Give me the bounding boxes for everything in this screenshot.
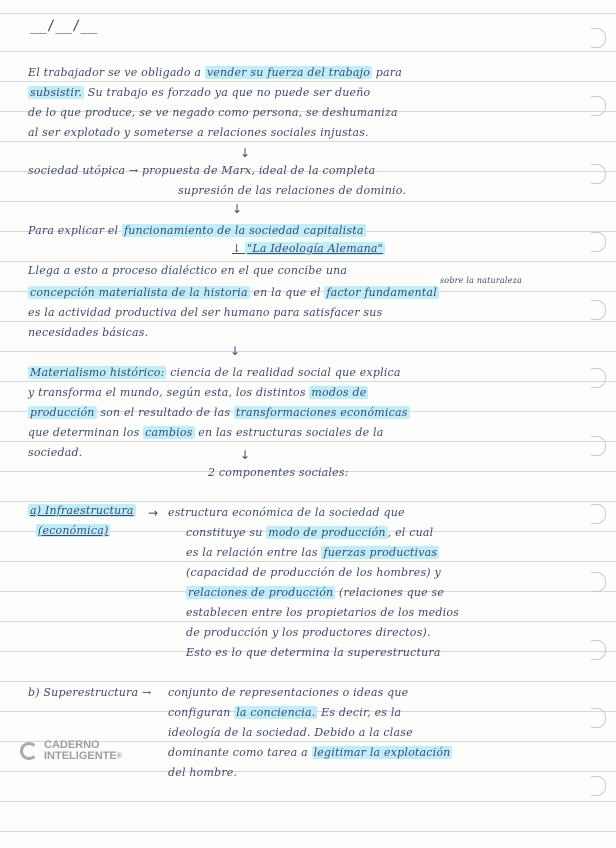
note-line (186, 546, 439, 559)
note-line: conjunto de representaciones o ideas que (168, 686, 409, 699)
spiral-ring-icon (591, 640, 606, 660)
highlighted-text: transformaciones económicas (235, 406, 408, 419)
note-text: en las estructuras sociales de la (198, 426, 384, 439)
note-line (28, 66, 402, 79)
component-sublabel (36, 524, 110, 537)
spiral-binding (582, 0, 610, 848)
highlighted-text: relaciones de producción (188, 586, 334, 599)
spiral-ring-icon (591, 572, 606, 592)
highlighted-text: funcionamiento de la sociedad capitalista (123, 224, 364, 237)
note-text: constituye su (186, 526, 263, 539)
brand-logo (20, 740, 122, 762)
down-arrow-icon: ↓ (230, 344, 241, 358)
note-line: Llega a esto a proceso dialéctico en el que concibe una (28, 264, 348, 277)
note-text: ciencia de la realidad social que explica (170, 366, 401, 379)
spiral-ring-icon (591, 504, 606, 524)
right-arrow-icon: → (148, 506, 159, 520)
note-text: y transforma el mundo, según esta, los distintos (28, 386, 306, 399)
section-title: 2 componentes sociales: (208, 466, 349, 479)
highlighted-text: Materialismo histórico: (30, 366, 165, 379)
note-line (28, 164, 375, 177)
spiral-ring-icon (591, 164, 606, 184)
book-title (232, 242, 385, 255)
note-text: Para explicar el (28, 224, 119, 237)
spiral-ring-icon (591, 708, 606, 728)
highlighted-text: cambios (145, 426, 193, 439)
logo-line-1: CADERNO (44, 739, 100, 751)
highlighted-text: legitimar la explotación (313, 746, 451, 759)
date-field: __/__/__ (30, 18, 98, 34)
down-arrow-icon: ↓ (232, 202, 243, 216)
logo-line-2 (44, 751, 122, 762)
down-arrow-icon: ↓ (240, 146, 251, 160)
note-line: de lo que produce, se ve negado como persona, se deshumaniza (28, 106, 398, 119)
note-text: dominante como tarea a (168, 746, 308, 759)
note-text: es la relación entre las (186, 546, 318, 559)
logo-icon (20, 742, 38, 760)
down-arrow-icon: ↓ (240, 448, 251, 462)
spiral-ring-icon (591, 28, 606, 48)
logo-line-2-text: INTELIGENTE (44, 750, 117, 762)
note-line (28, 366, 401, 379)
note-line: establecen entre los propietarios de los medios (186, 606, 460, 619)
note-text: en la que el (253, 286, 321, 299)
note-text: , el cual (387, 526, 434, 539)
note-line: del hombre. (168, 766, 238, 779)
note-text: que determinan los (28, 426, 140, 439)
note-line (28, 426, 383, 439)
note-line: de producción y los productores directos). (186, 626, 431, 639)
highlighted-text: (económica) (38, 524, 109, 537)
note-line: Esto es lo que determina la superestructura (186, 646, 441, 659)
highlighted-text: fuerzas productivas (323, 546, 438, 559)
note-text: son el resultado de las (100, 406, 231, 419)
note-line (186, 586, 444, 599)
registered-mark: ® (116, 753, 122, 760)
spiral-ring-icon (591, 776, 606, 796)
superscript-note: sobre la naturaleza (440, 276, 522, 285)
note-text: (relaciones que se (339, 586, 445, 599)
highlighted-text: producción (30, 406, 95, 419)
highlighted-text: modos de (311, 386, 367, 399)
down-arrow-icon: ↓ (232, 242, 246, 255)
note-text: para (375, 66, 402, 79)
spiral-ring-icon (591, 368, 606, 388)
highlighted-text: subsistir. (30, 86, 83, 99)
highlighted-text: "La Ideología Alemana" (247, 242, 383, 255)
note-text: configuran (168, 706, 231, 719)
note-text: Es decir, es la (321, 706, 402, 719)
note-line: sociedad. (28, 446, 83, 459)
note-text: propuesta de Marx, ideal de la completa (142, 164, 376, 177)
highlighted-text: concepción materialista de la historia (30, 286, 248, 299)
note-line: al ser explotado y someterse a relaciones sociales injustas. (28, 126, 369, 139)
note-line: supresión de las relaciones de dominio. (178, 184, 407, 197)
note-text: sociedad utópica → (28, 164, 139, 177)
note-line (168, 746, 452, 759)
note-line (28, 224, 366, 237)
note-line: (capacidad de producción de los hombres) y (186, 566, 441, 579)
note-line (28, 386, 368, 399)
spiral-ring-icon (591, 96, 606, 116)
highlighted-text: vender su fuerza del trabajo (206, 66, 371, 79)
component-label (28, 504, 136, 517)
spiral-ring-icon (591, 300, 606, 320)
note-line: es la actividad productiva del ser humano para satisfacer sus (28, 306, 383, 319)
component-label: b) Superestructura → (28, 686, 152, 699)
highlighted-text: a) Infraestructura (30, 504, 134, 517)
note-line (168, 706, 401, 719)
logo-wordmark (44, 740, 122, 762)
note-line (28, 86, 370, 99)
note-line: ideología de la sociedad. Debido a la clase (168, 726, 413, 739)
highlighted-text: modo de producción (268, 526, 386, 539)
note-line: estructura económica de la sociedad que (168, 506, 405, 519)
note-line: necesidades básicas. (28, 326, 149, 339)
note-line (28, 286, 439, 299)
note-text: El trabajador se ve obligado a (28, 66, 202, 79)
spiral-ring-icon (591, 436, 606, 456)
highlighted-text: factor fundamental (326, 286, 437, 299)
note-line (28, 406, 410, 419)
note-text: Su trabajo es forzado ya que no puede ser dueño (87, 86, 371, 99)
spiral-ring-icon (591, 232, 606, 252)
note-line (186, 526, 433, 539)
highlighted-text: la conciencia. (236, 706, 316, 719)
